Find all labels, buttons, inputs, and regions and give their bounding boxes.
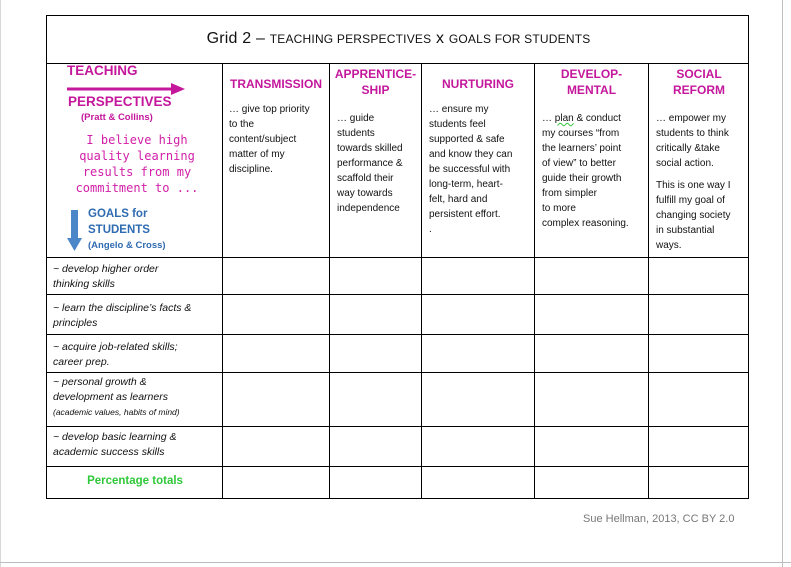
column-header-line: TRANSMISSION <box>229 77 322 91</box>
column-description-apprenticeship <box>337 111 421 216</box>
description-line: complex reasoning. <box>542 218 629 229</box>
title-grid-number: Grid 2 – <box>206 30 270 47</box>
belief-line-1: I believe high <box>86 133 188 147</box>
grid-line-col5 <box>648 63 649 498</box>
column-header-line: DEVELOP- <box>560 67 623 81</box>
description-line: matter of my <box>229 149 285 160</box>
row-label-personal-growth <box>53 375 180 420</box>
grid-line-col3 <box>421 63 422 498</box>
column-header-line: NURTURING <box>442 77 514 91</box>
description-line: critically &take <box>656 143 720 154</box>
column-header-line: SOCIAL <box>676 67 722 81</box>
row-label-line: ~ acquire job-related skills; <box>53 341 178 353</box>
description-line: students <box>337 128 375 139</box>
teaching-label: TEACHING <box>67 63 138 78</box>
row-label-line: ~ develop higher order <box>53 263 159 275</box>
description-line: … guide <box>337 113 375 124</box>
column-header-line: APPRENTICE- <box>334 67 417 81</box>
description-line: long-term, heart- <box>429 179 503 190</box>
row-label-line: ~ develop basic learning & <box>53 431 177 443</box>
belief-statement <box>53 132 221 196</box>
description-line: the learners’ point <box>542 143 622 154</box>
description-line: discipline. <box>229 164 273 175</box>
row-label-line: thinking skills <box>53 278 115 290</box>
page-edge-right <box>782 0 783 567</box>
grid-line-col1 <box>222 63 223 498</box>
column-header-transmission <box>223 76 329 92</box>
description-fragment: … <box>542 113 555 124</box>
description-line <box>542 111 648 126</box>
row-label-line: principles <box>53 317 98 329</box>
down-arrow-icon <box>67 210 83 252</box>
title-goals-for-students: GOALS FOR STUDENTS <box>448 32 591 46</box>
description-line: supported & safe <box>429 134 505 145</box>
row-label-line: ~ learn the discipline’s facts & <box>53 302 192 314</box>
description-line: … ensure my <box>429 104 489 115</box>
grid-line-col4 <box>534 63 535 498</box>
row-label-job-skills <box>53 340 178 371</box>
description-spacer <box>656 171 748 178</box>
row-label-facts-principles <box>53 301 191 331</box>
grid-line-col2 <box>329 63 330 498</box>
grid-line-row3 <box>47 372 748 373</box>
description-line: scaffold their <box>337 173 394 184</box>
description-line: . <box>429 224 432 235</box>
belief-line-3: results from my <box>82 165 192 179</box>
description-line: of view” to better <box>542 158 616 169</box>
angelo-cross-citation: (Angelo & Cross) <box>88 240 166 251</box>
grid-line-row5 <box>47 466 748 467</box>
goals-line-2: STUDENTS <box>88 224 150 236</box>
description-line: persistent effort. <box>429 209 501 220</box>
belief-line-2: quality learning <box>79 149 195 163</box>
goals-line-1: GOALS for <box>88 208 148 220</box>
grid-line-row2 <box>47 334 748 335</box>
perspectives-label: PERSPECTIVES <box>68 94 172 109</box>
column-header-social-reform <box>649 66 749 98</box>
description-line: independence <box>337 203 400 214</box>
column-description-transmission <box>229 102 327 177</box>
pratt-collins-citation: (Pratt & Collins) <box>81 112 153 123</box>
column-description-developmental <box>542 111 648 231</box>
description-line: and know they can <box>429 149 513 160</box>
description-line: way towards <box>337 188 393 199</box>
goals-grid-table <box>46 15 749 499</box>
percentage-totals-label: Percentage totals <box>87 475 183 487</box>
column-header-line: SHIP <box>361 83 390 97</box>
grid-line-under-title <box>47 63 748 64</box>
description-line: fulfill my goal of <box>656 195 725 206</box>
grid-line-under-header <box>47 257 748 258</box>
description-line: guide their growth <box>542 173 622 184</box>
column-header-apprenticeship <box>330 66 421 98</box>
column-description-nurturing <box>429 102 534 237</box>
description-line: my courses “from <box>542 128 620 139</box>
description-line: towards skilled <box>337 143 403 154</box>
description-line: from simpler <box>542 188 598 199</box>
row-label-basic-learning <box>53 430 176 460</box>
description-line: to more <box>542 203 576 214</box>
column-description-social-reform <box>656 111 748 253</box>
row-label-line: (academic values, habits of mind) <box>53 407 180 417</box>
row-label-line: development as learners <box>53 391 168 403</box>
credit-line: Sue Hellman, 2013, CC BY 2.0 <box>583 513 735 525</box>
description-line: in substantial <box>656 225 715 236</box>
description-line: content/subject <box>229 134 297 145</box>
row-label-line: ~ personal growth & <box>53 376 147 388</box>
description-line: students to think <box>656 128 729 139</box>
description-line: ways. <box>656 240 682 251</box>
row-label-line: career prep. <box>53 356 110 368</box>
title-x: x <box>431 30 449 47</box>
description-line: social action. <box>656 158 714 169</box>
column-header-line: MENTAL <box>566 83 617 97</box>
goals-for-students-label <box>88 206 150 238</box>
description-line: … give top priority <box>229 104 310 115</box>
column-header-nurturing <box>422 76 534 92</box>
grid-line-row4 <box>47 426 748 427</box>
grid-title <box>47 30 750 48</box>
row-label-higher-order-thinking <box>53 262 158 292</box>
description-fragment: & conduct <box>573 113 621 124</box>
description-line: … empower my <box>656 113 727 124</box>
description-line: felt, hard and <box>429 194 488 205</box>
title-teaching-perspectives: TEACHING PERSPECTIVES <box>269 32 432 46</box>
page-edge-bottom <box>0 562 791 563</box>
description-line: students feel <box>429 119 486 130</box>
description-line: performance & <box>337 158 403 169</box>
column-header-line: REFORM <box>673 83 725 97</box>
description-line: be successful with <box>429 164 511 175</box>
row-label-line: academic success skills <box>53 446 165 458</box>
description-line: changing society <box>656 210 731 221</box>
description-line: This is one way I <box>656 180 731 191</box>
page-edge-left <box>0 0 1 567</box>
column-header-developmental <box>535 66 648 98</box>
description-fragment: plan <box>554 113 574 124</box>
description-line: to the <box>229 119 255 130</box>
grid-line-row1 <box>47 294 748 295</box>
belief-line-4: commitment to ... <box>75 181 199 195</box>
